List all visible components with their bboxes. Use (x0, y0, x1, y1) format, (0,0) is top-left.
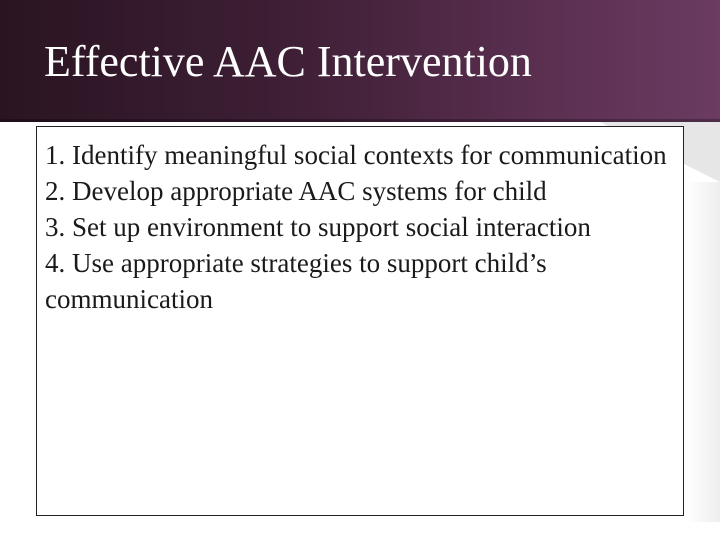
slide-title: Effective AAC Intervention (44, 37, 532, 86)
list-item: 2. Develop appropriate AAC systems for child (45, 176, 547, 206)
decorative-side-strip (686, 182, 720, 522)
list-item: 3. Set up environment to support social interaction (45, 212, 591, 242)
list-item: 1. Identify meaningful social contexts for communication (45, 140, 667, 170)
list-item: 4. Use appropriate strategies to support child’s communication (45, 248, 547, 314)
content-list (45, 137, 675, 317)
content-box (36, 126, 684, 516)
title-band (0, 0, 720, 122)
